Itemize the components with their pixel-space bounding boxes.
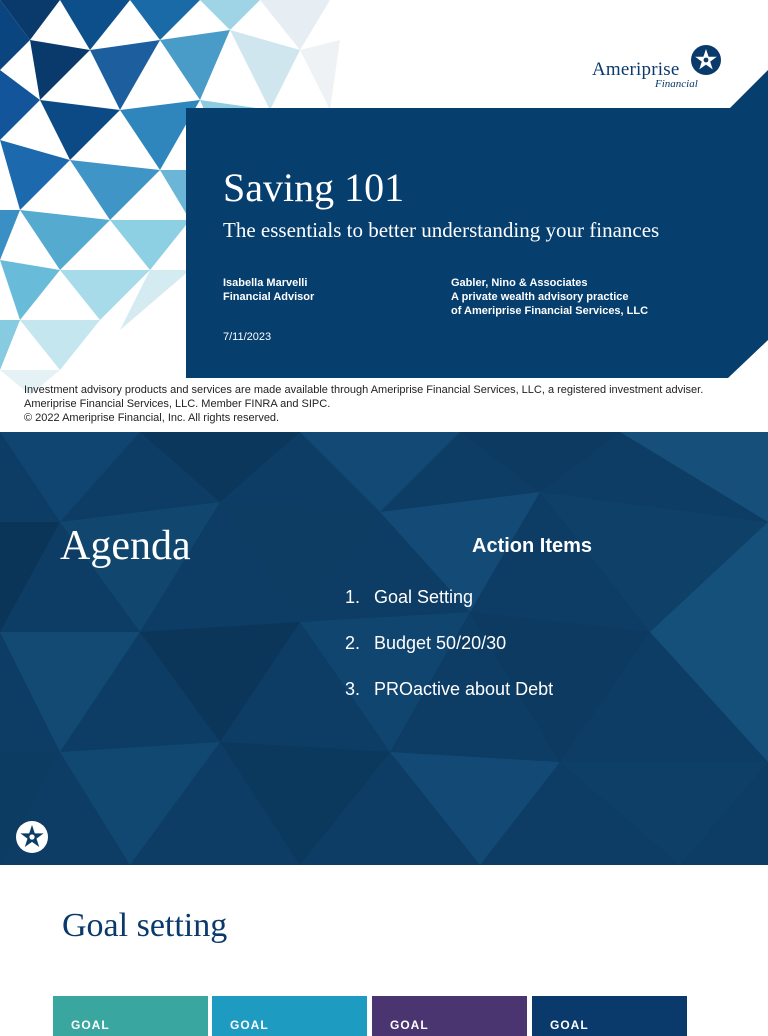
disclaimer-line-1: Investment advisory products and services are made available through Ameriprise Financial Services, LLC, a registered investment adviser. xyxy=(24,384,704,396)
presentation-title: Saving 101 xyxy=(223,165,405,210)
agenda-item-number: 3. xyxy=(345,679,361,699)
agenda-item-number: 2. xyxy=(345,633,361,653)
agenda-title: Agenda xyxy=(60,523,191,569)
title-slide xyxy=(0,0,768,432)
agenda-list-item xyxy=(345,633,506,654)
goal-card-label: GOAL xyxy=(390,1018,429,1032)
logo-subtitle: Financial xyxy=(655,78,698,90)
agenda-slide xyxy=(0,432,768,865)
disclaimer-line-3: © 2022 Ameriprise Financial, Inc. All rights reserved. xyxy=(24,412,280,424)
goal-card xyxy=(532,996,687,1036)
agenda-item-label: PROactive about Debt xyxy=(374,679,554,699)
advisor-info xyxy=(223,276,314,304)
goal-card xyxy=(372,996,527,1036)
ameriprise-logo xyxy=(592,42,732,92)
disclaimer-line-2: Ameriprise Financial Services, LLC. Member FINRA and SIPC. xyxy=(24,398,331,410)
agenda-item-label: Budget 50/20/30 xyxy=(374,633,507,653)
agenda-list-item xyxy=(345,587,473,608)
goal-setting-slide xyxy=(0,865,768,1032)
action-items-heading: Action Items xyxy=(472,535,593,557)
logo-wordmark: Ameriprise xyxy=(592,59,680,80)
agenda-item-label: Goal Setting xyxy=(374,587,474,607)
practice-line-2: of Ameriprise Financial Services, LLC xyxy=(451,305,649,317)
agenda-list-item xyxy=(345,679,553,700)
ameriprise-star-icon xyxy=(15,820,49,854)
disclaimer xyxy=(24,383,703,425)
practice-name: Gabler, Nino & Associates xyxy=(451,277,588,289)
goal-card-label: GOAL xyxy=(71,1018,110,1032)
agenda-item-number: 1. xyxy=(345,587,361,607)
advisor-role: Financial Advisor xyxy=(223,291,315,303)
goal-card-label: GOAL xyxy=(230,1018,269,1032)
presentation-date: 7/11/2023 xyxy=(223,331,272,343)
goal-card xyxy=(212,996,367,1036)
practice-info xyxy=(451,276,648,318)
goal-card-label: GOAL xyxy=(550,1018,589,1032)
presentation-subtitle: The essentials to better understanding your finances xyxy=(223,218,660,242)
ameriprise-star-logo-icon xyxy=(690,44,722,76)
advisor-name: Isabella Marvelli xyxy=(223,277,308,289)
goal-card xyxy=(53,996,208,1036)
practice-line-1: A private wealth advisory practice xyxy=(451,291,629,303)
goal-setting-title: Goal setting xyxy=(62,907,228,944)
